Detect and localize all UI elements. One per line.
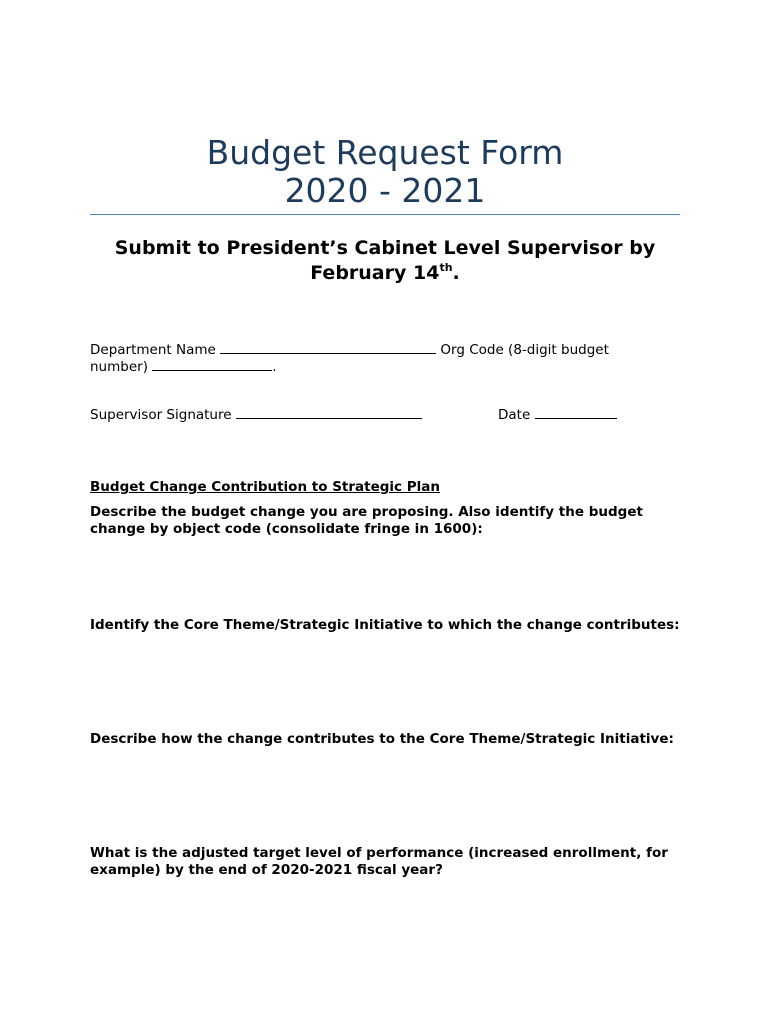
supervisor-row	[90, 406, 422, 424]
submission-end: .	[452, 262, 460, 284]
org-code-label-cont: number)	[90, 359, 148, 375]
date-label: Date	[498, 407, 531, 423]
section-heading: Budget Change Contribution to Strategic Plan	[90, 479, 440, 495]
org-code-label: Org Code (8-digit budget	[440, 342, 609, 358]
question-budget-change: Describe the budget change you are proposing. Also identify the budget change by object code (consolidate fringe in 1600):	[90, 504, 643, 537]
org-code-end: .	[272, 359, 277, 375]
supervisor-signature-field[interactable]	[236, 406, 422, 419]
department-label: Department Name	[90, 342, 216, 358]
question-target-performance: What is the adjusted target level of performance (increased enrollment, for example) by the end of 2020-2021 fiscal year?	[90, 845, 668, 878]
submission-instruction	[90, 236, 680, 288]
org-code-field[interactable]	[152, 358, 272, 371]
question-core-theme: Identify the Core Theme/Strategic Initiative to which the change contributes:	[90, 617, 680, 633]
supervisor-label: Supervisor Signature	[90, 407, 232, 423]
form-year: 2020 - 2021	[284, 171, 486, 210]
date-field[interactable]	[535, 406, 617, 419]
question-contribution: Describe how the change contributes to the Core Theme/Strategic Initiative:	[90, 731, 674, 747]
date-row	[498, 406, 617, 424]
submission-text: Submit to President’s Cabinet Level Supervisor by February 14	[114, 237, 656, 284]
org-code-row	[90, 358, 277, 376]
form-title: Budget Request Form	[206, 133, 564, 172]
department-name-field[interactable]	[220, 341, 436, 354]
department-row	[90, 341, 609, 359]
submission-superscript: th	[439, 261, 453, 274]
title-divider	[90, 214, 680, 215]
